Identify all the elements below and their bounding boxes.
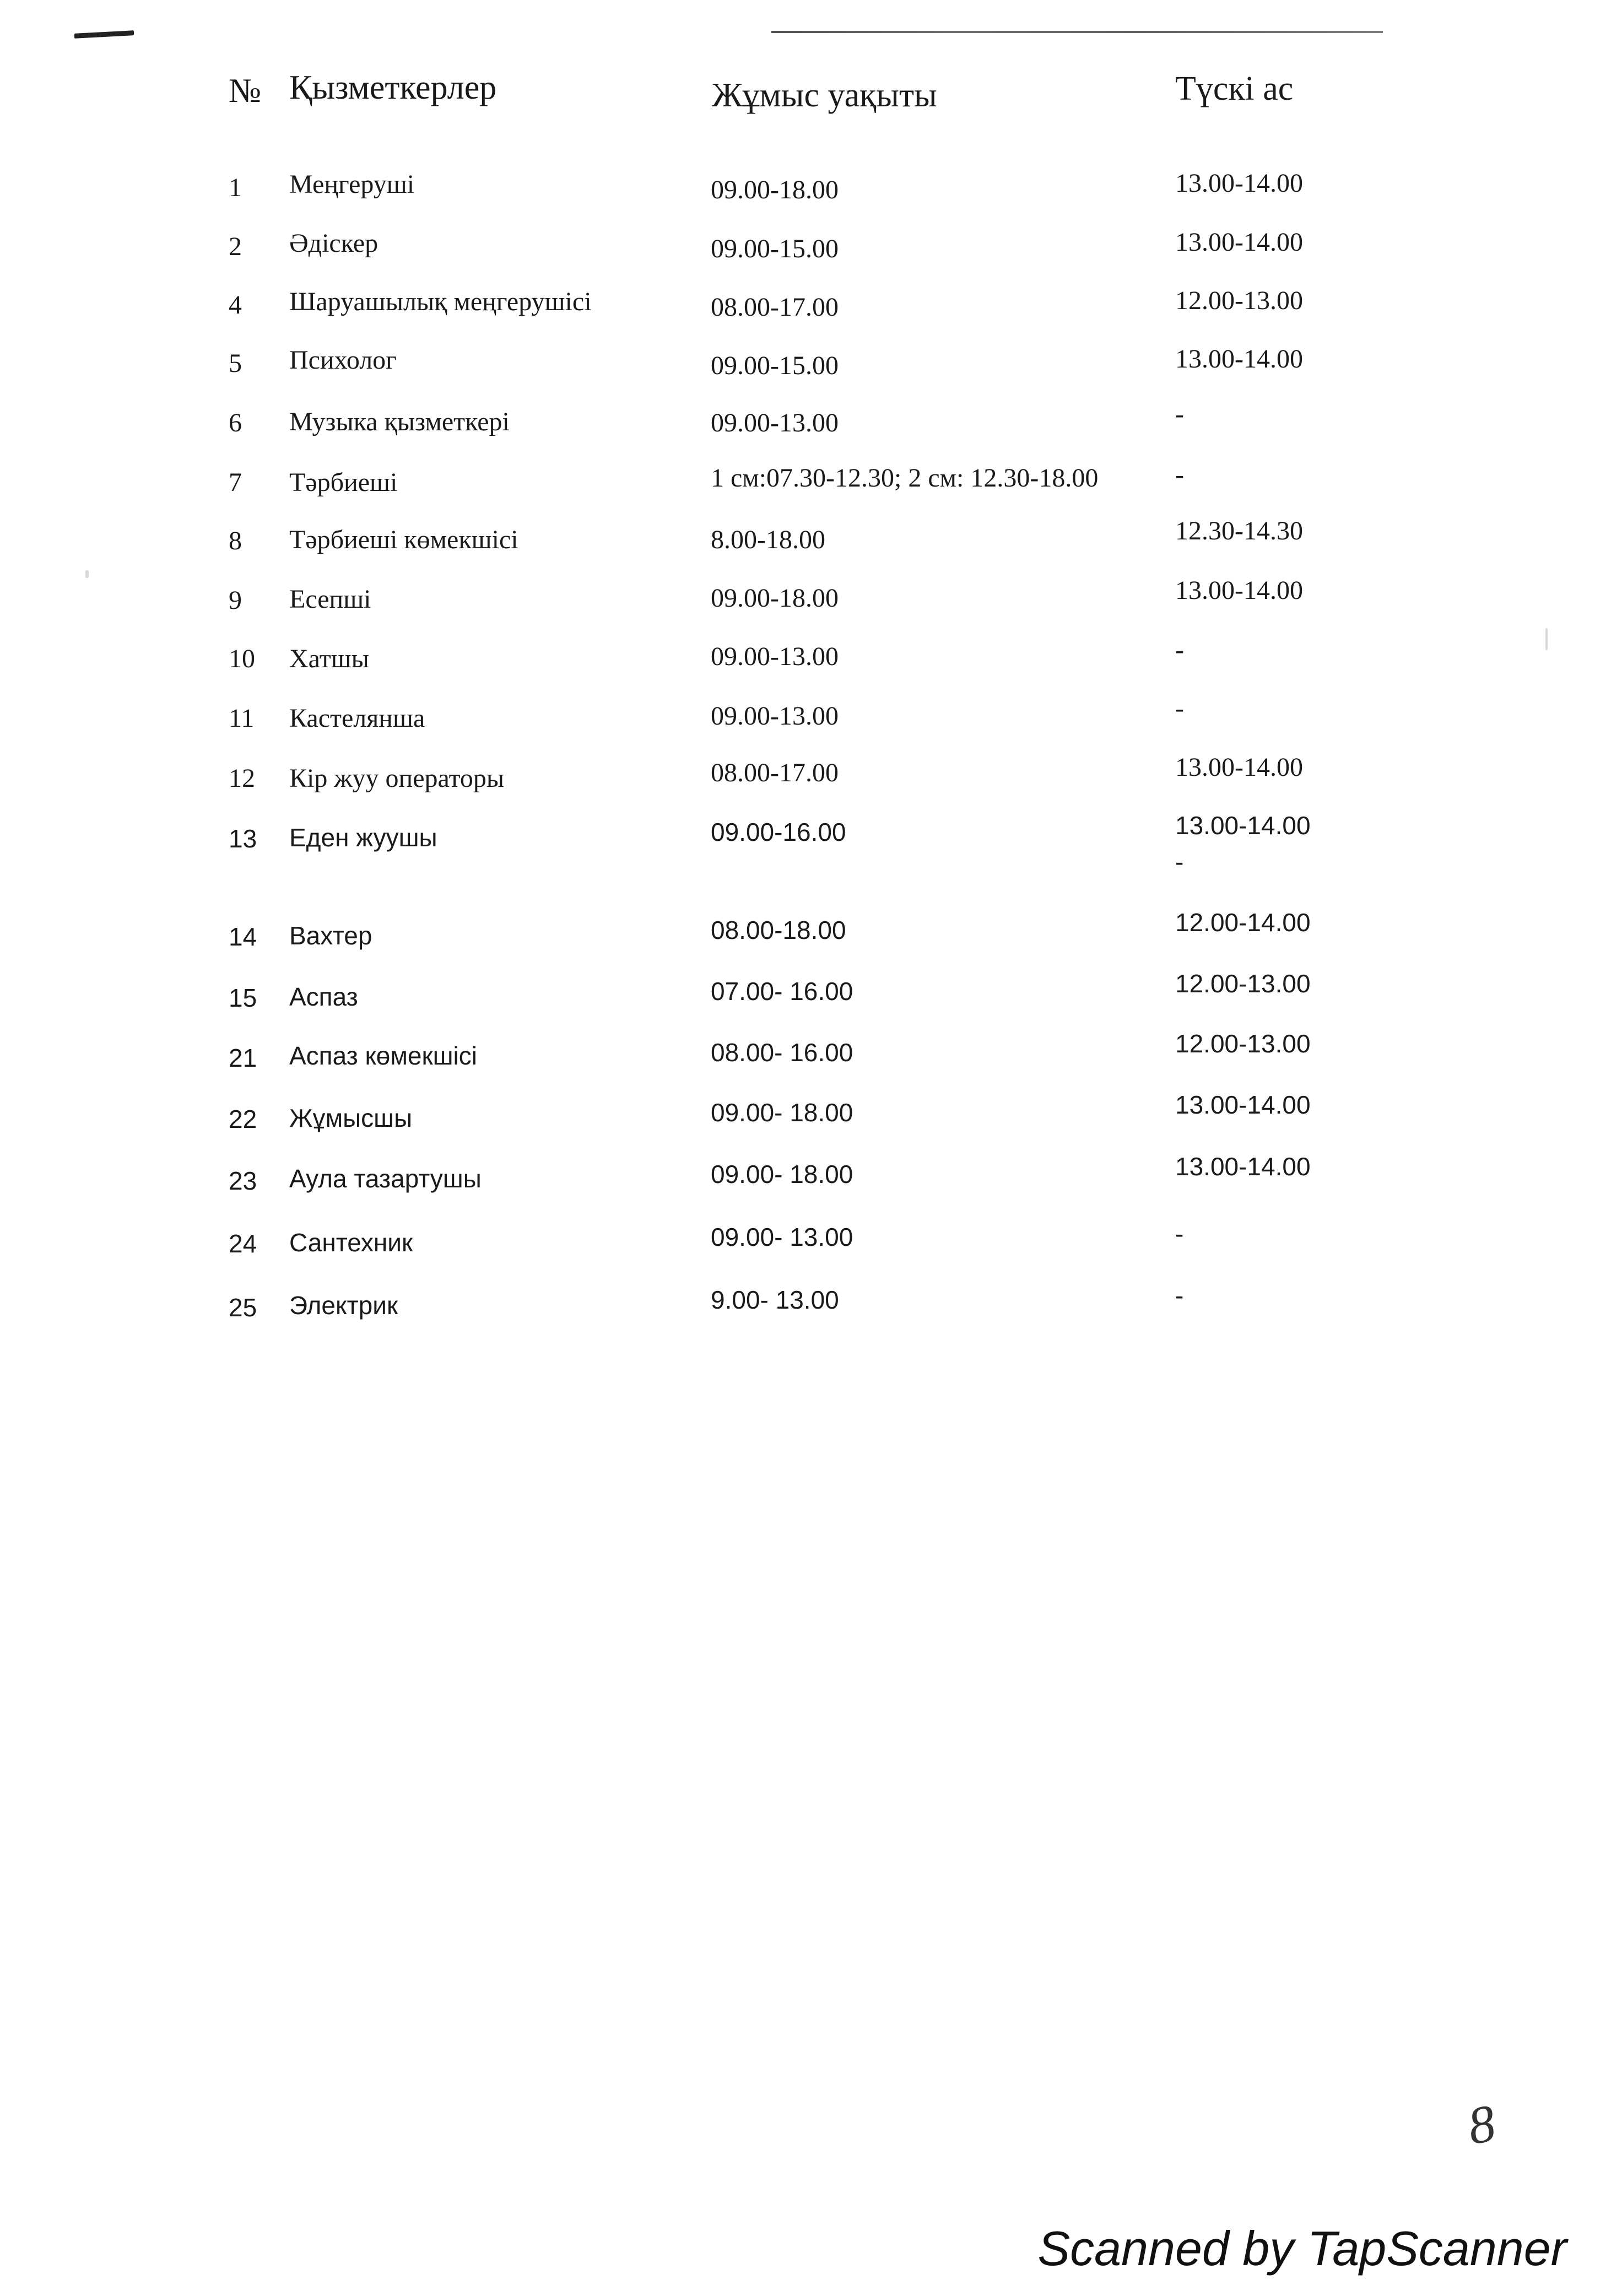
row-lunch: 12.00-13.00 (1175, 286, 1303, 315)
row-staff: Жұмысшы (289, 1104, 413, 1132)
row-staff: Электрик (289, 1291, 398, 1320)
row-hours: 08.00-18.00 (711, 916, 846, 944)
table-row (0, 168, 1622, 218)
row-number: 1 (229, 173, 242, 202)
row-hours: 1 см:07.30-12.30; 2 см: 12.30-18.00 (711, 463, 1099, 493)
header-number: № (229, 72, 262, 110)
handwritten-page-number: 8 (1463, 2093, 1500, 2156)
scanner-watermark: Scanned by TapScanner (1037, 2221, 1567, 2276)
row-hours: 08.00-17.00 (711, 758, 839, 787)
row-lunch: 13.00-14.00 (1175, 344, 1303, 374)
row-lunch: 12.00-14.00 (1175, 908, 1311, 937)
table-row (0, 1029, 1622, 1089)
row-number: 14 (229, 922, 257, 951)
row-lunch: - (1175, 460, 1184, 489)
row-lunch: - (1175, 635, 1184, 665)
row-staff: Психолог (289, 345, 397, 375)
row-staff: Әдіскер (289, 229, 379, 258)
row-lunch: 13.00-14.00 (1175, 576, 1303, 605)
row-number: 5 (229, 349, 242, 378)
table-row (0, 399, 1622, 452)
row-number: 6 (229, 408, 242, 437)
row-staff: Вахтер (289, 921, 372, 950)
row-number: 11 (229, 704, 255, 733)
row-number: 10 (229, 644, 255, 673)
row-number: 24 (229, 1229, 257, 1258)
row-staff: Аспаз (289, 982, 358, 1011)
row-number: 25 (229, 1293, 257, 1322)
row-hours: 09.00-18.00 (711, 584, 839, 613)
row-number: 2 (229, 232, 242, 261)
row-lunch-extra: - (1175, 847, 1184, 876)
row-number: 15 (229, 984, 257, 1012)
row-lunch: - (1175, 1219, 1184, 1248)
row-number: 8 (229, 526, 242, 555)
row-hours: 9.00- 13.00 (711, 1285, 839, 1314)
table-row (0, 635, 1622, 689)
row-staff: Тәрбиеші көмекшісі (289, 525, 518, 554)
row-hours: 09.00-13.00 (711, 408, 839, 437)
table-header (0, 66, 1622, 127)
header-lunch: Түскі ас (1175, 70, 1294, 107)
row-lunch: 12.30-14.30 (1175, 516, 1303, 545)
row-staff: Меңгеруші (289, 170, 415, 199)
table-row (0, 1219, 1622, 1275)
row-lunch: 13.00-14.00 (1175, 228, 1303, 257)
scan-dust (85, 570, 89, 578)
scan-edge-line (771, 31, 1383, 33)
row-hours: 09.00-18.00 (711, 175, 839, 204)
row-number: 7 (229, 468, 242, 497)
row-number: 12 (229, 764, 255, 793)
table-row (0, 694, 1622, 748)
row-lunch: 13.00-14.00 (1175, 1152, 1311, 1181)
row-number: 23 (229, 1166, 257, 1195)
row-lunch: 13.00-14.00 (1175, 753, 1303, 782)
row-hours: 09.00-15.00 (711, 234, 839, 263)
row-hours: 09.00- 18.00 (711, 1160, 853, 1188)
row-hours: 09.00-15.00 (711, 351, 839, 380)
table-row (0, 516, 1622, 570)
row-lunch: 13.00-14.00 (1175, 1090, 1311, 1119)
row-hours: 09.00-13.00 (711, 701, 839, 731)
row-number: 13 (229, 824, 257, 853)
row-staff: Сантехник (289, 1228, 413, 1257)
row-hours: 07.00- 16.00 (711, 977, 853, 1006)
table-row (0, 1281, 1622, 1338)
table-row (0, 811, 1622, 876)
row-hours: 09.00-16.00 (711, 818, 846, 846)
row-lunch: 12.00-13.00 (1175, 969, 1311, 998)
row-lunch: 12.00-13.00 (1175, 1029, 1311, 1058)
table-row (0, 908, 1622, 967)
row-staff: Хатшы (289, 644, 369, 673)
row-hours: 08.00- 16.00 (711, 1038, 853, 1067)
table-row (0, 1090, 1622, 1150)
row-lunch: 13.00-14.00 (1175, 811, 1311, 840)
header-work-hours: Жұмыс уақыты (712, 77, 937, 114)
row-staff: Шаруашылық меңгерушісі (289, 287, 592, 316)
row-number: 22 (229, 1105, 257, 1133)
row-lunch: - (1175, 694, 1184, 723)
row-staff: Кастелянша (289, 704, 425, 733)
row-hours: 09.00- 18.00 (711, 1098, 853, 1127)
row-staff: Тәрбиеші (289, 468, 398, 497)
row-staff: Музыка қызметкері (289, 407, 510, 436)
table-row (0, 576, 1622, 629)
row-number: 4 (229, 290, 242, 320)
row-lunch: - (1175, 1281, 1184, 1310)
row-staff: Аула тазартушы (289, 1164, 482, 1193)
row-staff: Еден жуушы (289, 823, 437, 852)
row-number: 9 (229, 586, 242, 615)
table-row (0, 753, 1622, 807)
row-hours: 8.00-18.00 (711, 525, 825, 554)
row-staff: Аспаз көмекшісі (289, 1041, 477, 1070)
row-number: 21 (229, 1044, 257, 1072)
table-row (0, 1152, 1622, 1212)
header-staff: Қызметкерлер (289, 69, 497, 106)
row-hours: 09.00-13.00 (711, 642, 839, 671)
table-row (0, 969, 1622, 1028)
row-lunch: 13.00-14.00 (1175, 169, 1303, 198)
table-row (0, 227, 1622, 277)
scan-edge-mark (74, 30, 134, 39)
table-row (0, 461, 1622, 510)
table-row (0, 344, 1622, 393)
row-staff: Кір жуу операторы (289, 764, 505, 793)
row-staff: Есепші (289, 585, 371, 614)
table-row (0, 285, 1622, 335)
row-hours: 09.00- 13.00 (711, 1223, 853, 1251)
row-hours: 08.00-17.00 (711, 293, 839, 322)
row-lunch: - (1175, 399, 1184, 429)
